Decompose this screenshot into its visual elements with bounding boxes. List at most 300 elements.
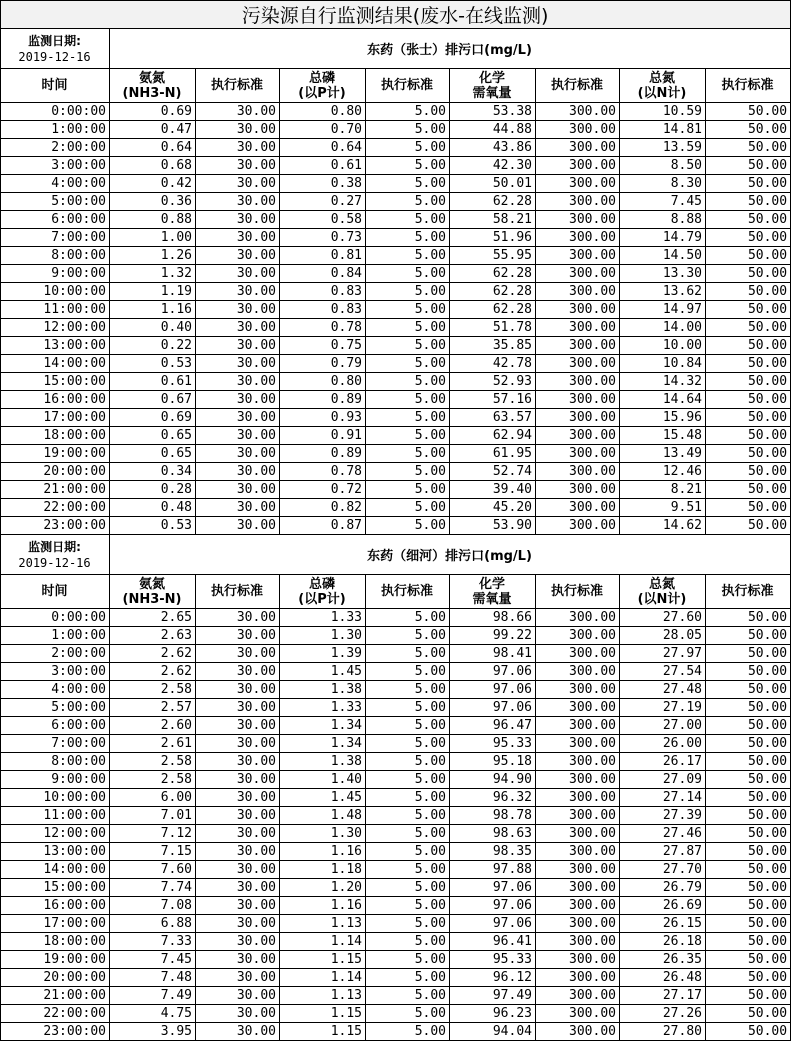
column-header-line: (以N计)	[637, 591, 687, 607]
value-cell: 53.90	[450, 517, 536, 535]
value-cell: 26.69	[620, 897, 706, 915]
value-cell: 27.87	[620, 843, 706, 861]
value-cell: 30.00	[196, 391, 280, 409]
value-cell: 30.00	[196, 915, 280, 933]
value-cell: 1.16	[280, 843, 366, 861]
value-cell: 5.00	[366, 681, 450, 699]
value-cell: 30.00	[196, 1005, 280, 1023]
table-row	[1, 969, 791, 987]
column-header-line: 执行标准	[721, 78, 774, 93]
value-cell: 5.00	[366, 139, 450, 157]
value-cell: 30.00	[196, 789, 280, 807]
value-cell: 300.00	[536, 807, 620, 825]
value-cell: 30.00	[196, 771, 280, 789]
value-cell: 5.00	[366, 499, 450, 517]
value-cell: 50.00	[706, 211, 791, 229]
value-cell: 0.72	[280, 481, 366, 499]
value-cell: 30.00	[196, 283, 280, 301]
table-row	[1, 807, 791, 825]
value-cell: 95.33	[450, 951, 536, 969]
date-label: 监测日期:	[28, 539, 81, 554]
value-cell: 1.20	[280, 879, 366, 897]
value-cell: 50.00	[706, 229, 791, 247]
value-cell: 0.73	[280, 229, 366, 247]
value-cell: 6.00	[110, 789, 196, 807]
table-row	[1, 391, 791, 409]
value-cell: 50.00	[706, 753, 791, 771]
value-cell: 30.00	[196, 627, 280, 645]
value-cell: 1.15	[280, 1023, 366, 1041]
value-cell: 300.00	[536, 897, 620, 915]
outlet-name: 东药（细河）排污口(mg/L)	[110, 535, 791, 575]
time-cell: 19:00:00	[1, 445, 110, 463]
value-cell: 52.74	[450, 463, 536, 481]
time-cell: 22:00:00	[1, 1005, 110, 1023]
value-cell: 300.00	[536, 499, 620, 517]
value-cell: 300.00	[536, 193, 620, 211]
value-cell: 1.16	[280, 897, 366, 915]
time-cell: 1:00:00	[1, 627, 110, 645]
value-cell: 2.61	[110, 735, 196, 753]
table-row	[1, 445, 791, 463]
value-cell: 0.78	[280, 319, 366, 337]
value-cell: 97.06	[450, 699, 536, 717]
value-cell: 13.30	[620, 265, 706, 283]
value-cell: 10.00	[620, 337, 706, 355]
value-cell: 300.00	[536, 481, 620, 499]
value-cell: 5.00	[366, 337, 450, 355]
table-row	[1, 717, 791, 735]
value-cell: 0.65	[110, 427, 196, 445]
value-cell: 62.28	[450, 193, 536, 211]
value-cell: 97.88	[450, 861, 536, 879]
time-cell: 4:00:00	[1, 681, 110, 699]
value-cell: 42.78	[450, 355, 536, 373]
table-row	[1, 283, 791, 301]
value-cell: 5.00	[366, 463, 450, 481]
time-cell: 23:00:00	[1, 517, 110, 535]
value-cell: 300.00	[536, 409, 620, 427]
table-row	[1, 265, 791, 283]
value-cell: 50.00	[706, 1005, 791, 1023]
value-cell: 30.00	[196, 843, 280, 861]
value-cell: 53.38	[450, 103, 536, 121]
time-cell: 17:00:00	[1, 915, 110, 933]
value-cell: 4.75	[110, 1005, 196, 1023]
value-cell: 50.00	[706, 825, 791, 843]
date-value: 2019-12-16	[18, 555, 91, 570]
value-cell: 300.00	[536, 265, 620, 283]
value-cell: 30.00	[196, 987, 280, 1005]
value-cell: 5.00	[366, 229, 450, 247]
value-cell: 98.41	[450, 645, 536, 663]
value-cell: 5.00	[366, 645, 450, 663]
value-cell: 5.00	[366, 609, 450, 627]
value-cell: 300.00	[536, 753, 620, 771]
value-cell: 5.00	[366, 699, 450, 717]
value-cell: 2.58	[110, 753, 196, 771]
table-row	[1, 337, 791, 355]
value-cell: 5.00	[366, 915, 450, 933]
table-row	[1, 193, 791, 211]
table-row	[1, 789, 791, 807]
value-cell: 0.38	[280, 175, 366, 193]
value-cell: 0.67	[110, 391, 196, 409]
time-cell: 0:00:00	[1, 609, 110, 627]
column-header-row	[1, 575, 791, 609]
table-row	[1, 609, 791, 627]
value-cell: 1.33	[280, 609, 366, 627]
value-cell: 30.00	[196, 861, 280, 879]
column-header-line: 执行标准	[550, 78, 603, 93]
value-cell: 300.00	[536, 843, 620, 861]
value-cell: 95.33	[450, 735, 536, 753]
value-cell: 300.00	[536, 211, 620, 229]
value-cell: 5.00	[366, 951, 450, 969]
value-cell: 14.97	[620, 301, 706, 319]
value-cell: 7.49	[110, 987, 196, 1005]
column-header	[1, 69, 110, 103]
value-cell: 14.79	[620, 229, 706, 247]
value-cell: 300.00	[536, 175, 620, 193]
column-header-line: (以P计)	[298, 591, 346, 607]
value-cell: 7.01	[110, 807, 196, 825]
value-cell: 0.64	[110, 139, 196, 157]
value-cell: 50.00	[706, 481, 791, 499]
value-cell: 30.00	[196, 933, 280, 951]
value-cell: 50.00	[706, 175, 791, 193]
time-cell: 10:00:00	[1, 789, 110, 807]
column-header	[706, 69, 791, 103]
time-cell: 18:00:00	[1, 427, 110, 445]
value-cell: 30.00	[196, 517, 280, 535]
value-cell: 50.00	[706, 355, 791, 373]
value-cell: 96.47	[450, 717, 536, 735]
value-cell: 27.80	[620, 1023, 706, 1041]
value-cell: 0.48	[110, 499, 196, 517]
value-cell: 5.00	[366, 193, 450, 211]
value-cell: 0.61	[110, 373, 196, 391]
value-cell: 5.00	[366, 103, 450, 121]
column-header-line: 执行标准	[210, 584, 263, 599]
value-cell: 13.49	[620, 445, 706, 463]
value-cell: 35.85	[450, 337, 536, 355]
column-header-line: 总磷	[308, 70, 335, 86]
time-cell: 2:00:00	[1, 139, 110, 157]
value-cell: 14.64	[620, 391, 706, 409]
value-cell: 300.00	[536, 391, 620, 409]
table-row	[1, 355, 791, 373]
time-cell: 8:00:00	[1, 247, 110, 265]
value-cell: 13.59	[620, 139, 706, 157]
value-cell: 300.00	[536, 157, 620, 175]
value-cell: 5.00	[366, 807, 450, 825]
value-cell: 1.00	[110, 229, 196, 247]
value-cell: 50.00	[706, 427, 791, 445]
table-row	[1, 373, 791, 391]
value-cell: 7.12	[110, 825, 196, 843]
table-row	[1, 517, 791, 535]
time-cell: 3:00:00	[1, 157, 110, 175]
table-row	[1, 409, 791, 427]
column-header	[280, 575, 366, 609]
column-header	[620, 69, 706, 103]
time-cell: 20:00:00	[1, 463, 110, 481]
value-cell: 27.17	[620, 987, 706, 1005]
value-cell: 300.00	[536, 139, 620, 157]
value-cell: 1.30	[280, 627, 366, 645]
time-cell: 17:00:00	[1, 409, 110, 427]
value-cell: 50.00	[706, 121, 791, 139]
value-cell: 5.00	[366, 627, 450, 645]
value-cell: 26.00	[620, 735, 706, 753]
value-cell: 2.63	[110, 627, 196, 645]
value-cell: 0.27	[280, 193, 366, 211]
time-cell: 3:00:00	[1, 663, 110, 681]
value-cell: 50.01	[450, 175, 536, 193]
value-cell: 97.06	[450, 681, 536, 699]
value-cell: 0.28	[110, 481, 196, 499]
value-cell: 10.84	[620, 355, 706, 373]
value-cell: 50.00	[706, 319, 791, 337]
value-cell: 30.00	[196, 879, 280, 897]
value-cell: 0.88	[110, 211, 196, 229]
column-header	[536, 575, 620, 609]
column-header-line: 氨氮	[138, 576, 165, 592]
value-cell: 300.00	[536, 879, 620, 897]
value-cell: 30.00	[196, 663, 280, 681]
column-header	[706, 575, 791, 609]
value-cell: 2.58	[110, 681, 196, 699]
column-header-line: 总氮	[648, 70, 675, 86]
value-cell: 96.12	[450, 969, 536, 987]
value-cell: 26.15	[620, 915, 706, 933]
time-cell: 22:00:00	[1, 499, 110, 517]
value-cell: 50.00	[706, 247, 791, 265]
value-cell: 300.00	[536, 355, 620, 373]
value-cell: 5.00	[366, 843, 450, 861]
column-header-line: 执行标准	[380, 78, 433, 93]
value-cell: 27.70	[620, 861, 706, 879]
value-cell: 50.00	[706, 969, 791, 987]
column-header-line: (以N计)	[637, 85, 687, 101]
time-cell: 4:00:00	[1, 175, 110, 193]
value-cell: 5.00	[366, 373, 450, 391]
value-cell: 30.00	[196, 157, 280, 175]
table-row	[1, 879, 791, 897]
value-cell: 0.64	[280, 139, 366, 157]
value-cell: 0.22	[110, 337, 196, 355]
column-header-line: 化学	[478, 70, 505, 86]
value-cell: 39.40	[450, 481, 536, 499]
time-cell: 1:00:00	[1, 121, 110, 139]
column-header	[536, 69, 620, 103]
value-cell: 7.60	[110, 861, 196, 879]
value-cell: 2.58	[110, 771, 196, 789]
table-row	[1, 121, 791, 139]
value-cell: 5.00	[366, 391, 450, 409]
column-header-row	[1, 69, 791, 103]
value-cell: 50.00	[706, 771, 791, 789]
column-header-line: (以P计)	[298, 85, 346, 101]
value-cell: 30.00	[196, 645, 280, 663]
value-cell: 0.61	[280, 157, 366, 175]
value-cell: 0.80	[280, 373, 366, 391]
value-cell: 300.00	[536, 789, 620, 807]
column-header-line: (NH3-N)	[122, 85, 182, 101]
value-cell: 300.00	[536, 517, 620, 535]
value-cell: 5.00	[366, 409, 450, 427]
value-cell: 52.93	[450, 373, 536, 391]
value-cell: 28.05	[620, 627, 706, 645]
table-row	[1, 427, 791, 445]
column-header-line: 需氧量	[472, 591, 512, 607]
monitoring-date-cell	[1, 29, 110, 69]
value-cell: 14.81	[620, 121, 706, 139]
time-cell: 8:00:00	[1, 753, 110, 771]
value-cell: 27.14	[620, 789, 706, 807]
value-cell: 30.00	[196, 481, 280, 499]
value-cell: 5.00	[366, 771, 450, 789]
value-cell: 97.49	[450, 987, 536, 1005]
value-cell: 300.00	[536, 861, 620, 879]
time-cell: 9:00:00	[1, 265, 110, 283]
value-cell: 50.00	[706, 499, 791, 517]
value-cell: 5.00	[366, 319, 450, 337]
value-cell: 300.00	[536, 825, 620, 843]
value-cell: 50.00	[706, 103, 791, 121]
column-header-line: 需氧量	[472, 85, 512, 101]
table-row	[1, 915, 791, 933]
column-header-line: 执行标准	[210, 78, 263, 93]
column-header	[366, 575, 450, 609]
column-header	[110, 575, 196, 609]
table-row	[1, 681, 791, 699]
table-row	[1, 103, 791, 121]
value-cell: 300.00	[536, 283, 620, 301]
value-cell: 0.69	[110, 409, 196, 427]
value-cell: 300.00	[536, 717, 620, 735]
value-cell: 8.88	[620, 211, 706, 229]
value-cell: 50.00	[706, 627, 791, 645]
value-cell: 0.42	[110, 175, 196, 193]
value-cell: 7.08	[110, 897, 196, 915]
value-cell: 50.00	[706, 391, 791, 409]
value-cell: 1.14	[280, 969, 366, 987]
time-cell: 14:00:00	[1, 355, 110, 373]
value-cell: 50.00	[706, 337, 791, 355]
value-cell: 50.00	[706, 915, 791, 933]
value-cell: 97.06	[450, 897, 536, 915]
value-cell: 1.15	[280, 951, 366, 969]
value-cell: 51.96	[450, 229, 536, 247]
table-row	[1, 481, 791, 499]
value-cell: 50.00	[706, 193, 791, 211]
table-row	[1, 247, 791, 265]
value-cell: 14.62	[620, 517, 706, 535]
value-cell: 1.30	[280, 825, 366, 843]
value-cell: 63.57	[450, 409, 536, 427]
value-cell: 5.00	[366, 717, 450, 735]
value-cell: 30.00	[196, 807, 280, 825]
value-cell: 45.20	[450, 499, 536, 517]
table-row	[1, 463, 791, 481]
value-cell: 50.00	[706, 681, 791, 699]
column-header-line: 氨氮	[138, 70, 165, 86]
value-cell: 300.00	[536, 969, 620, 987]
value-cell: 300.00	[536, 915, 620, 933]
column-header-line: 化学	[478, 576, 505, 592]
time-cell: 13:00:00	[1, 843, 110, 861]
value-cell: 96.32	[450, 789, 536, 807]
value-cell: 98.66	[450, 609, 536, 627]
value-cell: 1.40	[280, 771, 366, 789]
value-cell: 30.00	[196, 301, 280, 319]
page-title: 污染源自行监测结果(废水-在线监测)	[1, 1, 791, 29]
table-row	[1, 951, 791, 969]
table-row	[1, 627, 791, 645]
value-cell: 12.46	[620, 463, 706, 481]
value-cell: 61.95	[450, 445, 536, 463]
value-cell: 50.00	[706, 933, 791, 951]
value-cell: 51.78	[450, 319, 536, 337]
value-cell: 0.81	[280, 247, 366, 265]
value-cell: 95.18	[450, 753, 536, 771]
value-cell: 0.40	[110, 319, 196, 337]
value-cell: 1.19	[110, 283, 196, 301]
value-cell: 50.00	[706, 463, 791, 481]
value-cell: 30.00	[196, 337, 280, 355]
table-row	[1, 825, 791, 843]
value-cell: 57.16	[450, 391, 536, 409]
column-header	[620, 575, 706, 609]
value-cell: 50.00	[706, 445, 791, 463]
value-cell: 300.00	[536, 247, 620, 265]
time-cell: 5:00:00	[1, 193, 110, 211]
time-cell: 11:00:00	[1, 301, 110, 319]
value-cell: 50.00	[706, 897, 791, 915]
value-cell: 50.00	[706, 139, 791, 157]
value-cell: 15.96	[620, 409, 706, 427]
value-cell: 0.78	[280, 463, 366, 481]
value-cell: 30.00	[196, 753, 280, 771]
value-cell: 5.00	[366, 301, 450, 319]
table-row	[1, 699, 791, 717]
value-cell: 300.00	[536, 301, 620, 319]
time-cell: 5:00:00	[1, 699, 110, 717]
value-cell: 15.48	[620, 427, 706, 445]
value-cell: 5.00	[366, 969, 450, 987]
value-cell: 0.70	[280, 121, 366, 139]
value-cell: 94.04	[450, 1023, 536, 1041]
column-header	[110, 69, 196, 103]
column-header-line: 执行标准	[380, 584, 433, 599]
value-cell: 0.87	[280, 517, 366, 535]
column-header-line: 时间	[41, 584, 68, 599]
table-row	[1, 1023, 791, 1041]
value-cell: 30.00	[196, 717, 280, 735]
value-cell: 300.00	[536, 229, 620, 247]
column-header-line: 执行标准	[550, 584, 603, 599]
value-cell: 30.00	[196, 355, 280, 373]
value-cell: 50.00	[706, 609, 791, 627]
value-cell: 1.32	[110, 265, 196, 283]
value-cell: 5.00	[366, 211, 450, 229]
time-cell: 7:00:00	[1, 735, 110, 753]
value-cell: 30.00	[196, 211, 280, 229]
table-row	[1, 139, 791, 157]
time-cell: 12:00:00	[1, 319, 110, 337]
